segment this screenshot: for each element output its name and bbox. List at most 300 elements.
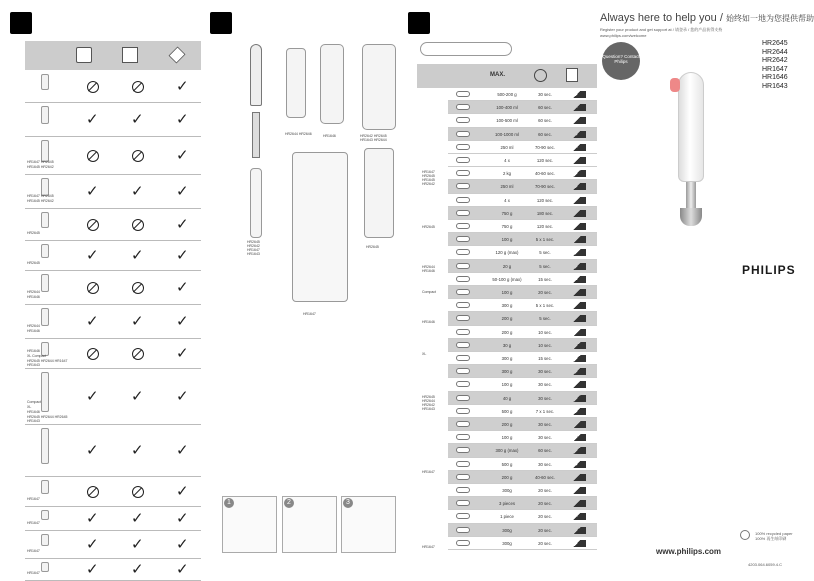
table-row <box>25 175 201 209</box>
model-label: XL Compact <box>27 354 47 358</box>
speed-level-icon <box>568 276 586 283</box>
speed-level-icon <box>568 302 586 309</box>
table-row <box>448 418 597 431</box>
ingredient-icon <box>456 540 470 546</box>
model-label: XL <box>422 352 427 356</box>
speed-level-icon <box>568 461 586 468</box>
part-thumbnail <box>41 106 49 124</box>
amount-cell: 100-500 ml <box>496 118 518 124</box>
ingredient-icon <box>456 236 470 242</box>
speed-level-icon <box>568 223 586 230</box>
speed-level-icon <box>568 447 586 454</box>
time-cell: 5 sec. <box>539 316 551 322</box>
table-row <box>25 507 201 531</box>
dishwasher-icon <box>122 47 138 63</box>
ingredient-icon <box>456 395 470 401</box>
page-3 <box>400 0 600 571</box>
time-cell: 20 sec. <box>538 514 552 520</box>
register-en: Register your product and get support at / <box>600 27 674 32</box>
time-cell: 120 sec. <box>536 224 554 229</box>
amount-cell: 4 x <box>504 197 510 203</box>
table-row <box>448 273 597 286</box>
table-row <box>448 339 597 352</box>
table-row <box>25 241 201 271</box>
not-allowed-icon <box>87 150 99 162</box>
check-icon: ✓ <box>131 110 144 128</box>
ingredient-icon <box>456 91 470 97</box>
table-row <box>448 326 597 339</box>
table-row <box>448 312 597 325</box>
model-label: HR1645 HR2642 <box>27 165 54 169</box>
check-icon: ✓ <box>176 146 189 164</box>
check-icon: ✓ <box>176 312 189 330</box>
model-label: HR1647 <box>27 571 40 575</box>
ingredient-icon <box>456 487 470 493</box>
model-label: XL <box>27 405 32 409</box>
ingredient-icon <box>456 381 470 387</box>
amount-cell: 100 g <box>501 290 513 295</box>
check-icon: ✓ <box>131 387 144 405</box>
ingredient-icon <box>456 249 470 255</box>
page-1 <box>0 0 200 578</box>
speed-level-icon <box>568 513 586 520</box>
model-label: HR2644 <box>27 290 40 294</box>
check-icon: ✓ <box>86 246 99 264</box>
speed-level-icon <box>568 500 586 507</box>
model-label: HR2644 <box>27 324 40 328</box>
amount-cell: 500-200 g <box>497 92 517 97</box>
model-label: HR1647 HR2645 <box>27 194 54 198</box>
check-icon: ✓ <box>131 441 144 459</box>
speed-level-icon <box>568 210 586 217</box>
speed-level-icon <box>568 368 586 375</box>
model-item: HR2645 <box>762 40 788 47</box>
time-cell: 7 x 1 sec. <box>535 408 555 414</box>
time-cell: 20 sec. <box>538 290 552 295</box>
time-cell: 30 sec. <box>538 422 552 427</box>
model-item: HR1647 <box>762 65 788 73</box>
label-d: HR2645 HR2642 HR1647 HR1643 <box>247 240 260 256</box>
ingredient-icon <box>456 144 470 150</box>
table-row <box>448 128 597 141</box>
amount-cell: 300g <box>502 488 512 493</box>
amount-cell: 200 g <box>501 474 513 480</box>
part-thumbnail <box>41 428 49 464</box>
ingredient-icon <box>456 527 470 533</box>
amount-cell: 4 x <box>504 158 510 163</box>
table-row <box>448 378 597 391</box>
xl-chopper <box>364 148 394 238</box>
not-allowed-icon <box>87 282 99 294</box>
speed-level-icon <box>568 474 586 481</box>
jar-small <box>362 44 396 130</box>
model-item: HR1643 <box>762 82 788 90</box>
time-cell: 120 sec. <box>536 158 554 163</box>
brand-logo: PHILIPS <box>742 263 796 277</box>
clock-icon <box>534 69 547 82</box>
model-label: HR1647 <box>27 497 40 501</box>
model-label: HR2645 HR2644 HR2645 HR1643 <box>27 415 68 423</box>
amount-cell: 200 g <box>501 316 513 322</box>
amount-cell: 200 g <box>501 422 513 427</box>
table-row <box>448 299 597 312</box>
tagline <box>600 12 814 24</box>
ingredient-icon <box>456 434 470 440</box>
page-4 <box>600 0 814 571</box>
amount-cell: 100 g <box>501 237 513 243</box>
check-icon: ✓ <box>86 110 99 128</box>
table-row <box>448 286 597 299</box>
ingredient-icon <box>456 223 470 229</box>
whisk-attachment <box>286 48 306 118</box>
ingredient-icon <box>456 197 470 203</box>
question-badge: Question? Contact Philips <box>602 42 640 80</box>
check-icon: ✓ <box>176 560 189 578</box>
model-item: HR1646 <box>762 74 788 81</box>
ingredient-icon <box>456 263 470 269</box>
check-icon: ✓ <box>86 535 99 553</box>
table-row <box>448 458 597 471</box>
model-list <box>762 40 788 91</box>
speed-level-icon <box>568 381 586 388</box>
speed-level-icon <box>568 91 586 98</box>
table-row <box>448 114 597 127</box>
check-icon: ✓ <box>176 387 189 405</box>
table-row <box>448 352 597 365</box>
model-label: HR1647 <box>27 521 40 525</box>
not-allowed-icon <box>87 348 99 360</box>
model-label: HR2644 HR1646 <box>422 265 435 273</box>
speed-level-icon <box>568 315 586 322</box>
amount-cell: 100 g <box>501 382 513 388</box>
model-label: HR1647 <box>422 545 435 549</box>
table-row <box>448 510 597 523</box>
speed-level-icon <box>568 487 586 494</box>
time-cell: 20 sec. <box>538 501 552 507</box>
not-allowed-icon <box>87 486 99 498</box>
step-number-1: 1 <box>224 498 234 508</box>
part-thumbnail <box>41 74 49 90</box>
recycle-text-cn: 100% 再生纸印刷 <box>755 536 787 541</box>
max-label: MAX. <box>490 72 505 78</box>
speed-level-icon <box>568 197 586 204</box>
time-cell: 15 sec. <box>538 356 552 361</box>
table-row <box>448 88 597 101</box>
check-icon: ✓ <box>86 560 99 578</box>
tagline-cn: 始终如一地为您提供帮助 <box>725 14 814 23</box>
table-row <box>25 339 201 369</box>
check-icon: ✓ <box>86 312 99 330</box>
amount-cell: 300 g <box>501 369 513 375</box>
table-row <box>448 194 597 207</box>
register-url: www.philips.com/welcome <box>600 33 647 38</box>
speed-level-icon <box>568 157 586 164</box>
ingredient-icon <box>456 421 470 427</box>
table-row <box>25 369 201 425</box>
amount-cell: 2 kg <box>502 171 512 177</box>
speed-level-icon <box>568 355 586 362</box>
time-cell: 60 sec. <box>538 105 552 111</box>
label-a: HR2644 HR2646 <box>285 132 312 136</box>
footer-url: www.philips.com <box>656 547 722 556</box>
not-allowed-icon <box>132 282 144 294</box>
time-cell: 30 sec. <box>538 395 552 401</box>
ingredient-icon <box>456 329 470 335</box>
hands-icon <box>10 12 32 34</box>
check-icon: ✓ <box>86 182 99 200</box>
time-cell: 30 sec. <box>538 92 552 97</box>
food-processor <box>292 152 348 302</box>
not-allowed-icon <box>132 150 144 162</box>
part-thumbnail <box>41 140 49 162</box>
speed-icon <box>566 68 578 82</box>
model-label: HR1646 <box>422 320 435 324</box>
model-label: Compact <box>27 400 42 404</box>
table-row <box>448 405 597 418</box>
time-cell: 5 x 1 sec. <box>535 303 555 309</box>
amount-cell: 250 ml <box>500 184 514 190</box>
amount-cell: 3 pieces <box>498 501 515 507</box>
speed-level-icon <box>568 434 586 441</box>
model-label: HR1646 <box>27 349 40 353</box>
recycle-text: 100% recycled paper <box>755 531 793 536</box>
blender-bar <box>252 112 260 158</box>
check-icon: ✓ <box>131 246 144 264</box>
table-row <box>448 444 597 457</box>
chopper-lid <box>320 44 344 124</box>
recycle-icon <box>740 530 750 540</box>
ingredient-icon <box>456 461 470 467</box>
model-label: HR2645 <box>422 225 435 229</box>
table-row <box>448 365 597 378</box>
check-icon: ✓ <box>176 509 189 527</box>
model-label: HR2645 HR2644 HR2642 HR1643 <box>422 395 435 411</box>
ingredient-icon <box>456 302 470 308</box>
not-allowed-icon <box>87 81 99 93</box>
time-cell: 5 sec. <box>539 250 551 256</box>
table-row <box>448 167 597 180</box>
amount-cell: 250 ml <box>500 144 514 150</box>
page-2 <box>200 0 400 571</box>
table-row <box>448 180 597 193</box>
time-cell: 70-90 sec. <box>534 144 556 150</box>
step-number-2: 2 <box>284 498 294 508</box>
table-row <box>448 392 597 405</box>
assembly-icon <box>210 12 232 34</box>
model-label: HR2645 HR2644 HR1647 HR1643 <box>27 359 68 367</box>
amount-cell: 200 g <box>501 329 513 335</box>
check-icon: ✓ <box>176 77 189 95</box>
speed-level-icon <box>568 236 586 243</box>
model-label: HR1647 <box>422 470 435 474</box>
model-label: HR1645 HR2642 <box>27 199 54 203</box>
table-row <box>25 103 201 137</box>
speed-level-icon <box>568 117 586 124</box>
check-icon: ✓ <box>176 246 189 264</box>
speed-level-icon <box>568 395 586 402</box>
speed-level-icon <box>568 263 586 270</box>
table-row <box>448 220 597 233</box>
speed-level-icon <box>568 131 586 138</box>
check-icon: ✓ <box>131 560 144 578</box>
blender-motor-unit <box>250 44 262 106</box>
amount-cell: 100 g <box>501 435 513 441</box>
part-thumbnail <box>41 534 49 546</box>
check-icon: ✓ <box>176 182 189 200</box>
table-row <box>448 484 597 497</box>
ingredient-icon <box>456 131 470 137</box>
ingredient-icon <box>456 276 470 282</box>
time-cell: 60 sec. <box>538 448 552 454</box>
speed-level-icon <box>568 249 586 256</box>
amount-cell: 750 g <box>501 224 513 229</box>
model-label: HR2645 <box>27 261 40 265</box>
speed-level-icon <box>568 170 586 177</box>
speed-level-icon <box>568 421 586 428</box>
time-cell: 40-60 sec. <box>534 474 556 480</box>
table-row <box>448 101 597 114</box>
time-cell: 30 sec. <box>538 435 552 441</box>
time-cell: 15 sec. <box>538 276 552 282</box>
model-label: HR1647 <box>27 549 40 553</box>
ingredient-icon <box>456 289 470 295</box>
model-label: HR1646 <box>27 295 40 299</box>
model-item: HR2642 <box>762 57 788 64</box>
check-icon: ✓ <box>176 441 189 459</box>
ingredient-icon <box>456 117 470 123</box>
label-f: HR1647 <box>303 312 316 316</box>
check-icon: ✓ <box>86 387 99 405</box>
ingredient-icon <box>456 513 470 519</box>
time-cell: 70-90 sec. <box>534 184 556 190</box>
check-icon: ✓ <box>176 278 189 296</box>
table-row <box>448 471 597 484</box>
blade-attachment <box>250 168 262 238</box>
ingredient-icon <box>456 170 470 176</box>
check-icon: ✓ <box>131 312 144 330</box>
speed-level-icon <box>568 104 586 111</box>
not-allowed-icon <box>132 348 144 360</box>
check-icon: ✓ <box>176 215 189 233</box>
not-allowed-icon <box>132 486 144 498</box>
ingredient-icon <box>456 368 470 374</box>
speed-level-icon <box>568 527 586 534</box>
part-thumbnail <box>41 480 49 494</box>
speed-level-icon <box>568 289 586 296</box>
check-icon: ✓ <box>176 482 189 500</box>
amount-cell: 120 g (max) <box>495 250 519 256</box>
check-icon: ✓ <box>176 344 189 362</box>
time-cell: 60 sec. <box>538 118 552 124</box>
step-pill-bar <box>420 42 512 56</box>
table-row <box>448 260 597 273</box>
amount-cell: 20 g <box>502 263 512 269</box>
check-icon: ✓ <box>131 535 144 553</box>
check-icon: ✓ <box>176 535 189 553</box>
table-row <box>25 425 201 477</box>
speed-level-icon <box>568 144 586 151</box>
time-cell: 30 sec. <box>538 369 552 375</box>
table-row <box>25 71 201 103</box>
time-cell: 20 sec. <box>538 527 552 533</box>
model-label: HR1646 <box>27 410 40 414</box>
time-cell: 5 x 1 sec. <box>535 237 555 243</box>
table-row <box>448 431 597 444</box>
ingredient-icon <box>456 315 470 321</box>
speed-level-icon <box>568 408 586 415</box>
table-row <box>25 209 201 241</box>
not-allowed-icon <box>132 81 144 93</box>
ingredient-icon <box>456 210 470 216</box>
ingredient-icon <box>456 342 470 348</box>
amount-cell: 300 g <box>501 356 513 361</box>
ingredient-icon <box>456 104 470 110</box>
model-label: Compact <box>422 290 437 294</box>
ingredient-icon <box>456 408 470 414</box>
not-allowed-icon <box>132 219 144 231</box>
amount-cell: 300 g (max) <box>495 448 519 454</box>
time-cell: 10 sec. <box>538 329 552 335</box>
product-image <box>678 72 704 227</box>
table-row <box>448 154 597 167</box>
amount-cell: 500 g <box>501 461 513 467</box>
table-row <box>448 141 597 154</box>
model-label: HR2645 <box>27 231 40 235</box>
check-icon: ✓ <box>131 509 144 527</box>
label-c: HR2642 HR2645 HR1643 HR2644 <box>360 134 387 142</box>
amount-cell: 750 g <box>501 210 513 216</box>
faucet-icon <box>76 47 92 63</box>
table-row <box>25 137 201 175</box>
speed-level-icon <box>568 329 586 336</box>
time-cell: 180 sec. <box>536 210 554 216</box>
time-cell: 20 sec. <box>538 488 552 493</box>
ingredient-icon <box>456 474 470 480</box>
part-thumbnail <box>41 212 49 228</box>
table-row <box>25 271 201 305</box>
ingredient-icon <box>456 183 470 189</box>
time-cell: 60 sec. <box>538 131 552 137</box>
model-label: HR1647 HR2645 HR1645 HR2642 <box>422 170 435 186</box>
table-row <box>448 207 597 220</box>
table-row <box>448 233 597 246</box>
tagline-en: Always here to help you / <box>600 12 723 24</box>
document-code: 4203.064.6059.4.C <box>748 562 783 567</box>
table-row <box>448 497 597 510</box>
amount-cell: 1 piece <box>500 514 514 520</box>
step-number-3: 3 <box>343 498 353 508</box>
part-thumbnail <box>41 510 49 520</box>
speed-level-icon <box>568 342 586 349</box>
amount-cell: 100-1000 ml <box>495 131 519 137</box>
hand-pointer-icon <box>408 12 430 34</box>
ingredient-icon <box>456 355 470 361</box>
check-icon: ✓ <box>86 441 99 459</box>
table-row <box>25 559 201 581</box>
time-cell: 20 sec. <box>538 540 552 546</box>
model-label: HR1646 <box>27 329 40 333</box>
amount-cell: 30 g <box>502 342 512 348</box>
amount-cell: 500 g <box>501 408 513 414</box>
model-item: HR2644 <box>762 48 788 56</box>
ingredient-icon <box>456 157 470 163</box>
table-row <box>448 246 597 259</box>
table-row <box>25 531 201 559</box>
label-b: HR1646 <box>323 134 336 138</box>
amount-cell: 40 g <box>502 395 512 401</box>
not-allowed-icon <box>87 219 99 231</box>
time-cell: 10 sec. <box>538 342 552 348</box>
